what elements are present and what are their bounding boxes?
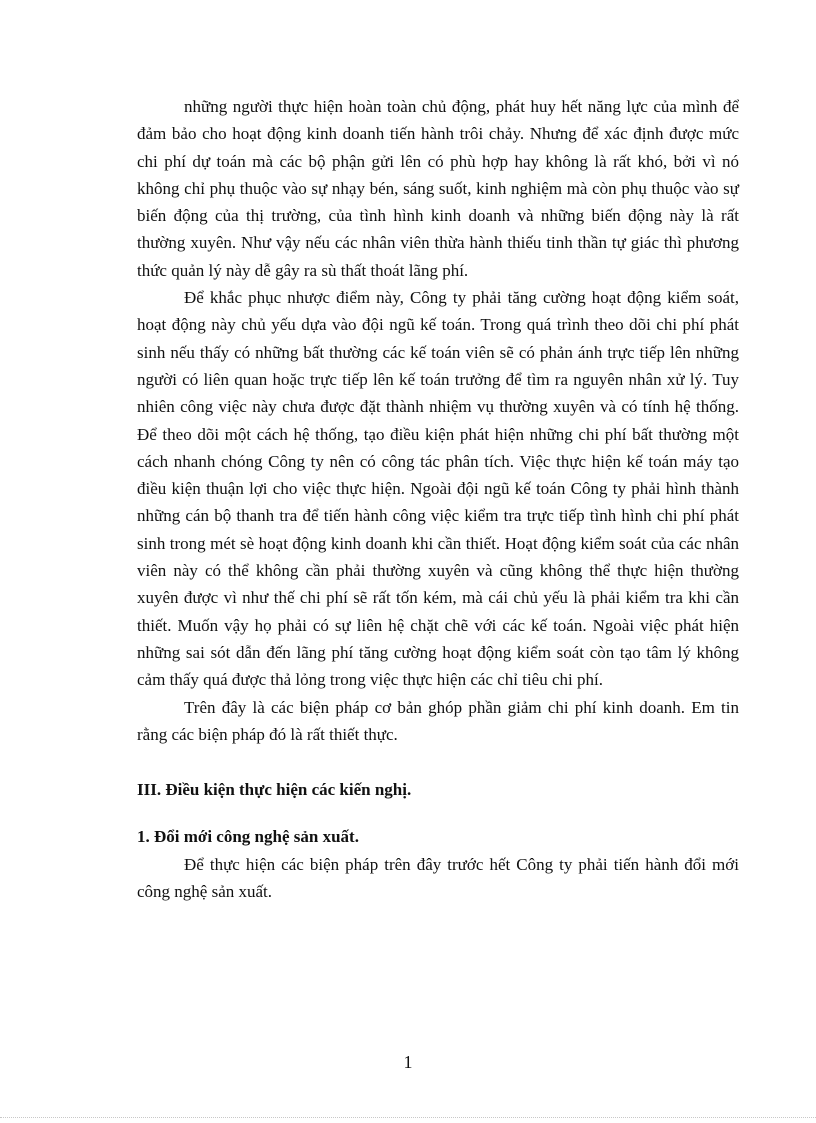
paragraph-management-cost-estimate: những người thực hiện hoàn toàn chủ động, phát huy hết năng lực của mình để đảm bảo cho hoạt động kinh doanh tiến hành trôi chảy. Nhưng để xác định được mức chi phí dự toán mà các bộ phận gửi lên có phù hợp hay không là rất khó, bởi vì nó không chỉ phụ thuộc vào sự nhạy bén, sáng suốt, kinh nghiệm mà còn phụ thuộc vào sự biến động của thị trường, của tình hình kinh doanh và những biến động này là rất thường xuyên. Như vậy nếu các nhân viên thừa hành thiếu tinh thần tự giác thì phương thức quản lý này dễ gây ra sù thất thoát lãng phí.	[137, 97, 739, 280]
paragraph-control-activities: Để khắc phục nhược điểm này, Công ty phải tăng cường hoạt động kiểm soát, hoạt động này chủ yếu dựa vào đội ngũ kế toán. Trong quá trình theo dõi chi phí phát sinh nếu thấy có những bất thường các kế toán viên sẽ có phản ánh trực tiếp lên những người có liên quan hoặc trực tiếp lên kế toán trưởng để tìm ra nguyên nhân xử lý. Tuy nhiên công việc này chưa được đặt thành nhiệm vụ thường xuyên và có tính hệ thống. Để theo dõi một cách hệ thống, tạo điều kiện phát hiện những chi phí bất thường một cách nhanh chóng Công ty nên có công tác phân tích. Việc thực hiện kế toán máy tạo điều kiện thuận lợi cho việc thực hiện. Ngoài đội ngũ kế toán Công ty phải hình thành những cán bộ thanh tra để tiến hành công việc kiểm tra trực tiếp tình hình chi phí phát sinh trong mét sè hoạt động kinh doanh khi cần thiết. Hoạt động kiểm soát của các nhân viên này có thể không cần phải thường xuyên và cũng không thể thực hiện thường xuyên được vì như thế chi phí sẽ rất tốn kém, mà cái chủ yếu là phải kiểm tra khi cần thiết. Muốn vậy họ phải có sự liên hệ chặt chẽ với các kế toán. Ngoài việc phát hiện những sai sót dẫn đến lãng phí tăng cường hoạt động kiểm soát còn tạo tâm lý không cảm thấy quá được thả lỏng trong việc thực hiện các chỉ tiêu chi phí.	[137, 288, 739, 690]
section-heading: III. Điều kiện thực hiện các kiến nghị.	[137, 780, 412, 800]
subsection-heading: 1. Đổi mới công nghệ sản xuất.	[137, 827, 359, 847]
paragraph-technology-renewal: Để thực hiện các biện pháp trên đây trước hết Công ty phải tiến hành đổi mới công nghệ sản xuất.	[137, 854, 739, 902]
page-bottom-divider	[0, 1117, 816, 1118]
paragraph-conclusion: Trên đây là các biện pháp cơ bản ghóp phần giảm chi phí kinh doanh. Em tin rằng các biện pháp đó là rất thiết thực.	[137, 697, 739, 744]
page-body	[137, 93, 739, 905]
page-number: 1	[403, 1052, 413, 1072]
